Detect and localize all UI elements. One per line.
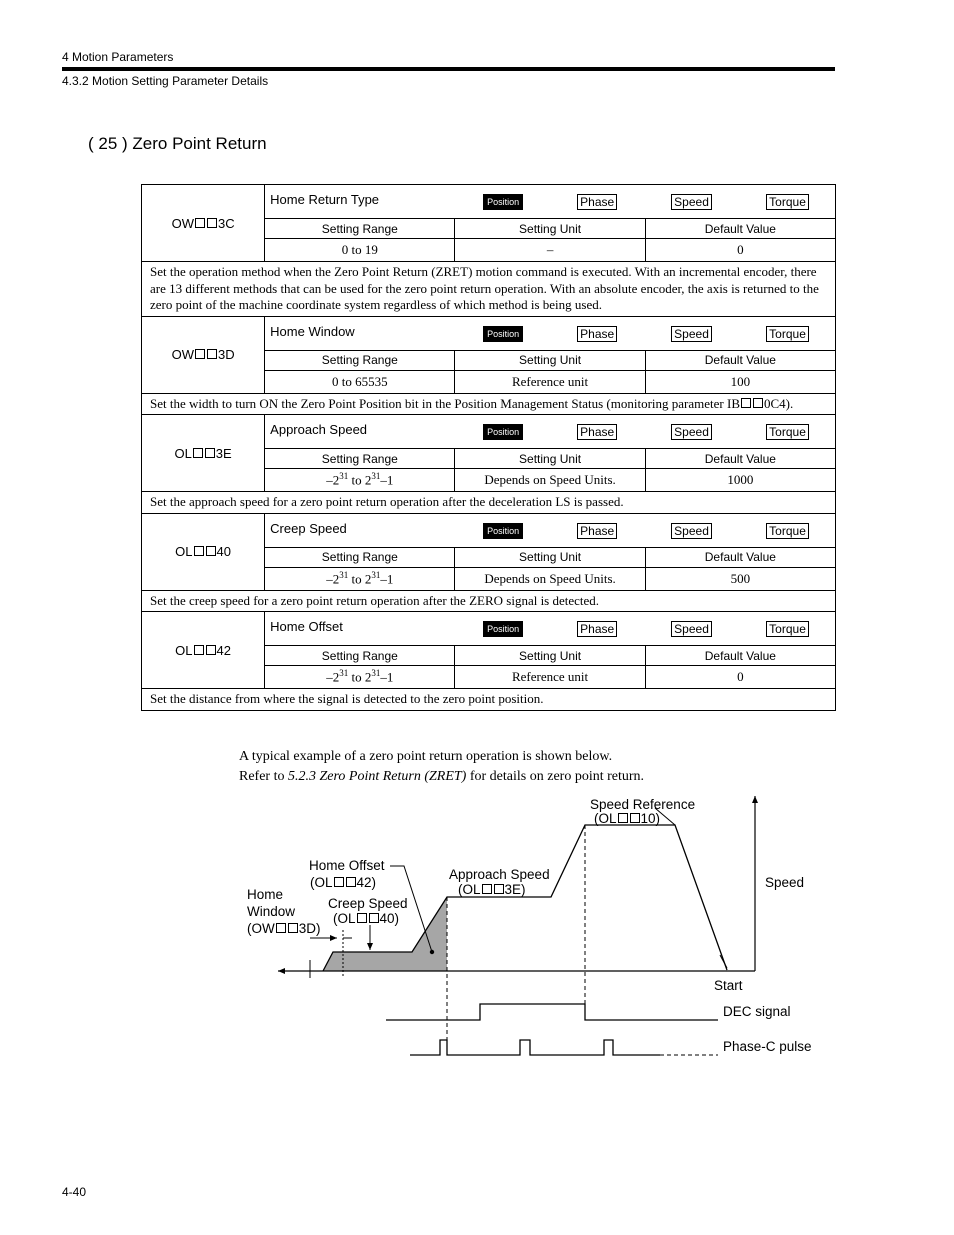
setting-range-header: Setting Range: [265, 449, 455, 469]
param-description: Set the creep speed for a zero point return operation after the ZERO signal is detected.: [142, 590, 836, 612]
param-name: Home Window: [270, 323, 355, 339]
setting-unit-header: Setting Unit: [455, 646, 645, 666]
chapter-header: 4 Motion Parameters: [62, 50, 174, 64]
torque-mode-tag: Torque: [766, 424, 809, 440]
default-value-header: Default Value: [645, 547, 835, 567]
start-leader: [720, 955, 727, 968]
default-value: 0: [645, 666, 835, 689]
dec-signal-label: DEC signal: [723, 1004, 791, 1019]
position-mode-tag: Position: [483, 326, 523, 342]
torque-mode-tag: Torque: [766, 621, 809, 637]
speed-ref-register: (OL 10): [594, 811, 661, 826]
setting-range-value: $-2^{31}$ to $2^{31}-1$: [265, 567, 455, 590]
setting-range-header: Setting Range: [265, 350, 455, 370]
start-label: Start: [714, 978, 743, 993]
phase-c-label: Phase-C pulse: [723, 1039, 812, 1054]
setting-range-value: 0 to 65535: [265, 370, 455, 393]
register-number: OW 3D: [142, 316, 265, 393]
phase-mode-tag: Phase: [577, 621, 617, 637]
intro-line-1: A typical example of a zero point return operation is shown below.: [239, 749, 613, 764]
window-register: (OW 3D): [247, 921, 321, 936]
default-value-header: Default Value: [645, 219, 835, 239]
setting-range-value: 0 to 19: [265, 239, 455, 262]
param-description: Set the operation method when the Zero Point Return (ZRET) motion command is executed. With an incremental encoder, there are 13 different methods that can be used for the zero point return operation. With an absolute encoder, the axis is returned to the zero point of the machine coordinate system regardless of which method is being used.: [142, 262, 836, 317]
phase-mode-tag: Phase: [577, 424, 617, 440]
setting-range-value: $-2^{31}$ to $2^{31}-1$: [265, 469, 455, 492]
setting-range-header: Setting Range: [265, 547, 455, 567]
home-offset-label: Home Offset: [309, 858, 385, 873]
torque-mode-tag: Torque: [766, 326, 809, 342]
param-name: Creep Speed: [270, 520, 347, 536]
default-value-header: Default Value: [645, 449, 835, 469]
position-mode-tag: Position: [483, 621, 523, 637]
param-name: Home Offset: [270, 619, 343, 634]
phase-mode-tag: Phase: [577, 523, 617, 539]
default-value-header: Default Value: [645, 646, 835, 666]
zret-reference-link[interactable]: 5.2.3 Zero Point Return (ZRET): [287, 769, 467, 784]
setting-range-header: Setting Range: [265, 219, 455, 239]
param-name: Home Return Type: [270, 192, 380, 207]
phase-mode-tag: Phase: [577, 326, 617, 342]
phase-c-pulse: [410, 1040, 660, 1055]
setting-range-value: $-2^{31}$ to $2^{31}-1$: [265, 666, 455, 689]
setting-unit-header: Setting Unit: [455, 350, 645, 370]
default-value: 100: [645, 370, 835, 393]
home-offset-register: (OL 42): [310, 875, 377, 890]
speed-mode-tag: Speed: [671, 523, 712, 539]
speed-mode-tag: Speed: [671, 194, 712, 210]
register-number: OL 42: [142, 612, 265, 689]
setting-unit-value: Depends on Speed Units.: [455, 469, 645, 492]
default-value: 1000: [645, 469, 835, 492]
default-value: 500: [645, 567, 835, 590]
page-number: 4-40: [62, 1185, 87, 1199]
setting-unit-value: Depends on Speed Units.: [455, 567, 645, 590]
approach-register: (OL 3E): [458, 882, 526, 897]
creep-register: (OL 40): [333, 911, 400, 926]
setting-unit-value: Reference unit: [455, 666, 645, 689]
default-value-header: Default Value: [645, 350, 835, 370]
dec-signal: [386, 1004, 718, 1020]
section-title: ( 25 ) Zero Point Return: [88, 134, 267, 153]
creep-label: Creep Speed: [328, 896, 408, 911]
param-description: Set the distance from where the signal is detected to the zero point position.: [142, 689, 836, 711]
speed-axis-label: Speed: [765, 875, 805, 890]
default-value: 0: [645, 239, 835, 262]
home-label: Home: [247, 887, 284, 902]
speed-mode-tag: Speed: [671, 326, 712, 342]
torque-mode-tag: Torque: [766, 194, 809, 210]
section-header: 4.3.2 Motion Setting Parameter Details: [62, 74, 269, 88]
speed-ref-label: Speed Reference: [590, 797, 696, 812]
position-mode-tag: Position: [483, 523, 523, 539]
param-description: Set the width to turn ON the Zero Point Position bit in the Position Management Status (monitoring parameter IB 0C4).: [142, 393, 836, 415]
window-label: Window: [247, 904, 296, 919]
setting-range-header: Setting Range: [265, 646, 455, 666]
intro-line-2: Refer to 5.2.3 Zero Point Return (ZRET) for details on zero point return.: [239, 769, 645, 784]
setting-unit-value: Reference unit: [455, 370, 645, 393]
setting-unit-value: –: [455, 239, 645, 262]
param-name: Approach Speed: [270, 422, 368, 437]
torque-mode-tag: Torque: [766, 523, 809, 539]
speed-mode-tag: Speed: [671, 424, 712, 440]
speed-mode-tag: Speed: [671, 621, 712, 637]
position-mode-tag: Position: [483, 194, 523, 210]
setting-unit-header: Setting Unit: [455, 547, 645, 567]
setting-unit-header: Setting Unit: [455, 219, 645, 239]
register-number: OL 3E: [142, 415, 265, 492]
creep-area: [323, 952, 412, 971]
register-number: OW 3C: [142, 185, 265, 262]
phase-mode-tag: Phase: [577, 194, 617, 210]
approach-label: Approach Speed: [449, 867, 550, 882]
param-description: Set the approach speed for a zero point return operation after the deceleration LS is passed.: [142, 492, 836, 514]
setting-unit-header: Setting Unit: [455, 449, 645, 469]
register-number: OL 40: [142, 513, 265, 590]
position-mode-tag: Position: [483, 424, 523, 440]
